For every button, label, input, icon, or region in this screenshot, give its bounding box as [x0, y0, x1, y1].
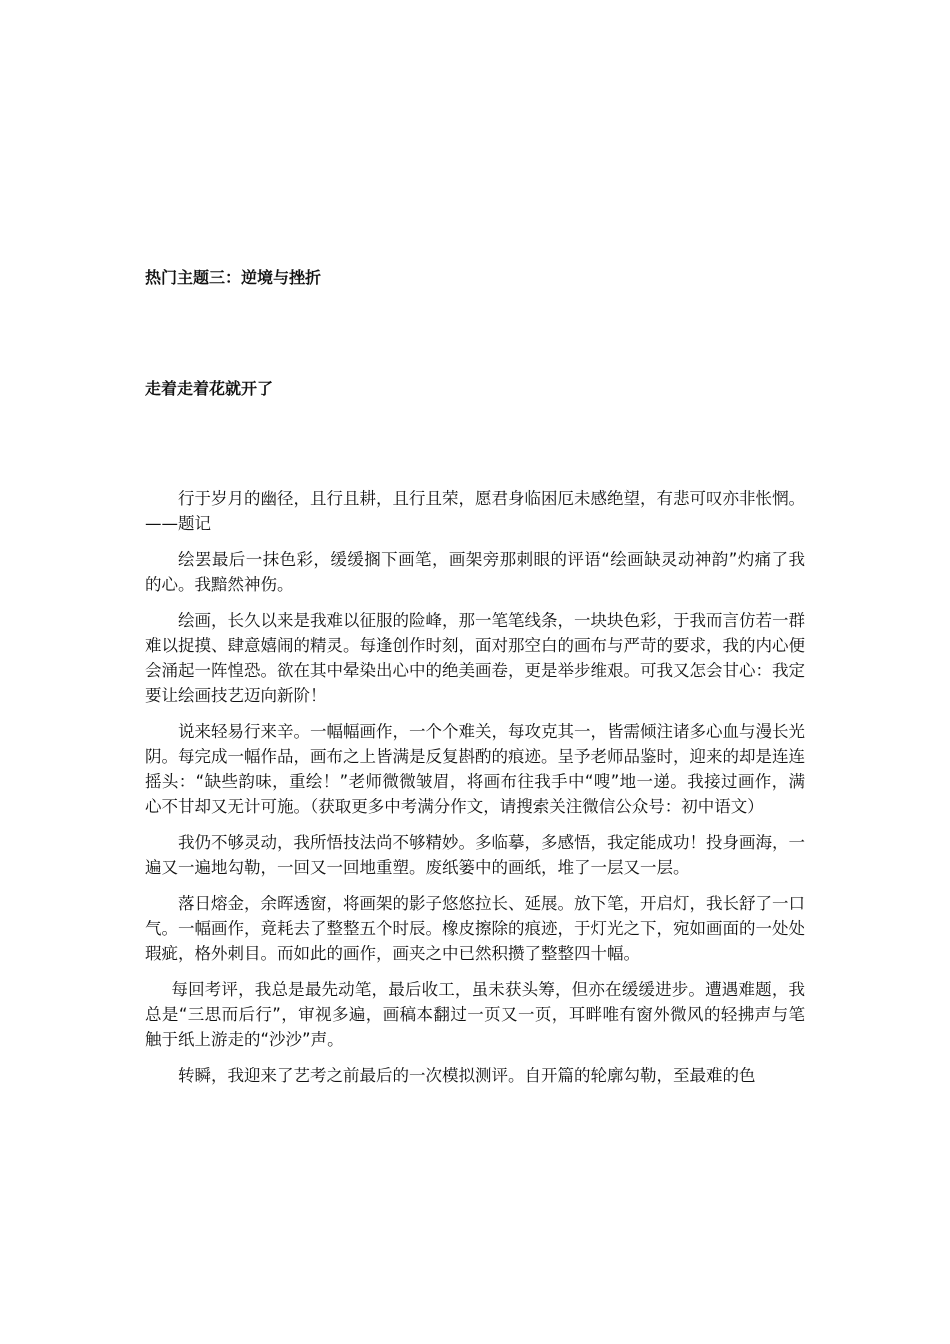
- paragraph: 每回考评，我总是最先动笔，最后收工，虽未获头筹，但亦在缓缓进步。遭遇难题，我总是“三思而后行”，审视多遍，画稿本翻过一页又一页，耳畔唯有窗外微风的轻拂声与笔触于纸上游走的“沙沙”声。: [145, 980, 805, 1049]
- paragraph: 绘画，长久以来是我难以征服的险峰，那一笔笔线条，一块块色彩，于我而言仿若一群难以捉摸、肆意嬉闹的精灵。每逢创作时刻，面对那空白的画布与严苛的要求，我的内心便会涌起一阵惶恐。欲在其中晕染出心中的绝美画卷，更是举步维艰。可我又怎会甘心：我定要让绘画技艺迈向新阶！: [145, 611, 805, 705]
- essay-title: 走着走着花就开了: [145, 379, 274, 398]
- paragraph: 说来轻易行来辛。一幅幅画作，一个个难关，每攻克其一，皆需倾注诸多心血与漫长光阴。每完成一幅作品，画布之上皆满是反复斟酌的痕迹。呈予老师品鉴时，迎来的却是连连摇头：“缺些韵味，重绘！”老师微微皱眉，将画布往我手中“嗖”地一递。我接过画作，满心不甘却又无计可施。（获取更多中考满分作文，请搜索关注微信公众号：初中语文）: [145, 722, 805, 816]
- paragraph: 转瞬，我迎来了艺考之前最后的一次模拟测评。自开篇的轮廓勾勒，至最难的色: [178, 1066, 756, 1085]
- paragraph: 落日熔金，余晖透窗，将画架的影子悠悠拉长、延展。放下笔，开启灯，我长舒了一口气。一幅画作，竟耗去了整整五个时辰。橡皮擦除的痕迹，于灯光之下，宛如画面的一处处瑕疵，格外刺目。而如此的画作，画夹之中已然积攒了整整四十幅。: [145, 894, 805, 963]
- paragraph-epigraph: 行于岁月的幽径，且行且耕，且行且荣，愿君身临困厄未感绝望，有悲可叹亦非怅惘。——题记: [145, 489, 805, 533]
- topic-heading: 热门主题三：逆境与挫折: [145, 268, 322, 287]
- essay-body: [145, 486, 805, 1099]
- paragraph: 我仍不够灵动，我所悟技法尚不够精妙。多临摹，多感悟，我定能成功！投身画海，一遍又一遍地勾勒，一回又一回地重塑。废纸篓中的画纸，堆了一层又一层。: [145, 833, 805, 877]
- paragraph: 绘罢最后一抹色彩，缓缓搁下画笔，画架旁那刺眼的评语“绘画缺灵动神韵”灼痛了我的心。我黯然神伤。: [145, 550, 805, 594]
